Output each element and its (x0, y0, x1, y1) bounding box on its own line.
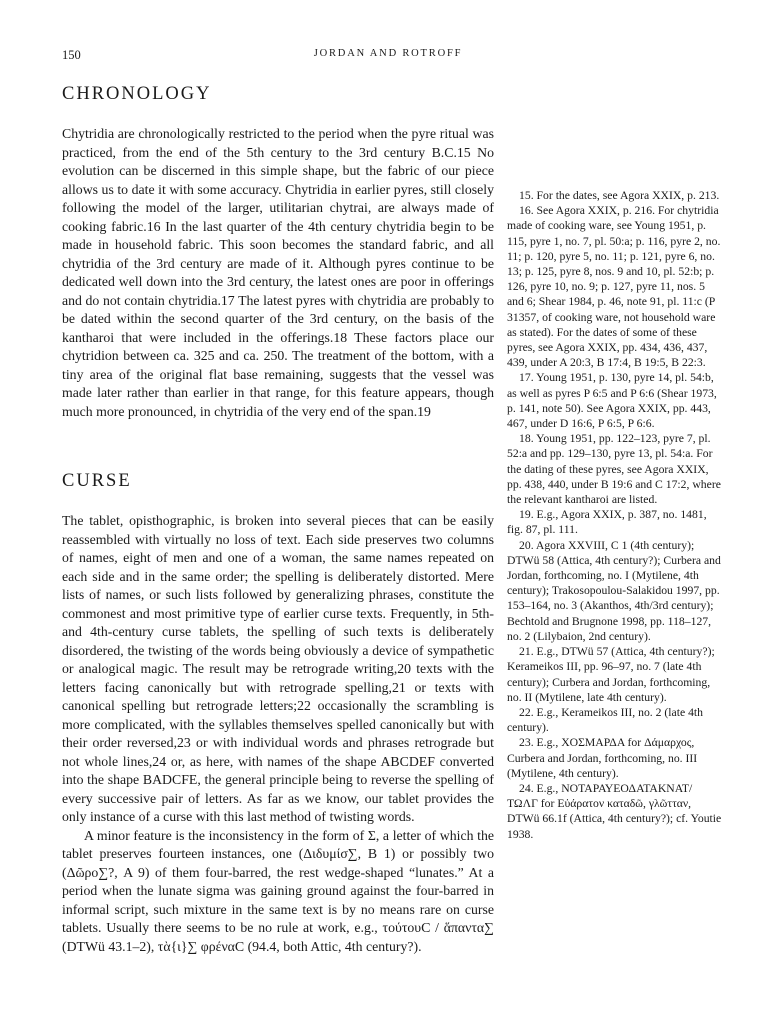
footnote-24: 24. E.g., ΝΟΤΑΡΑΥΕΟΔΑΤΑΚΝΑΤ/ΤΩΛΓ for Εὐάρατον καταδῶ, γλῶτταν, DTWü 66.1f (Attica, 4th century?); cf. Youtie 1938. (507, 781, 722, 841)
chronology-paragraph: Chytridia are chronologically restricted to the period when the pyre ritual was practiced, from the end of the 5th century to the 3rd century B.C.15 No evolution can be discerned in this simple shape, but the fabric of our piece allows us to date it with some accuracy. Chytridia in earlier pyres, still closely following the model of the larger, utilitarian chytrai, are always made of cooking fabric.16 In the last quarter of the 4th century chytridia begin to be made in household fabric. This soon becomes the standard fabric, and all chytridia of the 3rd century are made of it. Although pyres continue to be dedicated well down into the 3rd century, the latest ones are poor in offerings and do not contain chytridia.17 The latest pyres with chytridia are probably to be dated within the second quarter of the 3rd century, on the basis of the kantharoi that were included in the offerings.18 These factors place our chytridion between ca. 325 and ca. 250. The treatment of the bottom, with a tiny area of the original flat base remaining, suggests that the vessel was made later rather than earlier in that range, for this feature appears, though much more pronounced, in chytridia of the very end of the span.19 (62, 126, 494, 419)
footnote-19: 19. E.g., Agora XXIX, p. 387, no. 1481, fig. 87, pl. 111. (507, 508, 707, 537)
footnote-16: 16. See Agora XXIX, p. 216. For chytridia made of cooking ware, see Young 1951, p. 115, pyre 1, no. 7, pl. 50:a; p. 116, pyre 2, no. 11; p. 120, pyre 5, no. 11; p. 121, pyre 6, no. 13; p. 125, pyre 8, nos. 9 and 10, pl. 52:b; p. 126, pyre 10, no. 9; p. 127, pyre 11, nos. 5 and 6; Shear 1984, p. 46, note 91, pl. 11:c (P 31357, of cooking ware, not household ware as stated). For the dates of some of these pyres, see Agora XXIX, pp. 434, 436, 437, 439, under A 20:3, B 17:4, B 19:5, B 22:3. (507, 204, 721, 370)
page-number: 150 (62, 48, 81, 62)
footnote-22: 22. E.g., Kerameikos III, no. 2 (late 4th century). (507, 705, 704, 735)
running-header (62, 48, 714, 64)
footnote-17: 17. Young 1951, p. 130, pyre 14, pl. 54:b, as well as pyres P 6:5 and P 6:6 (Shear 1973, p. 141, note 50). See Agora XXIX, pp. 443, 467, under D 16:6, P 6:5, P 6:6. (507, 371, 717, 431)
footnote-20: 20. Agora XXVIII, C 1 (4th century); DTWü 58 (Attica, 4th century?); Curbera and Jordan, forthcoming, no. I (Mytilene, 4th century); Trakosopoulou-Salakidou 1997, pp. 153–164, no. 3 (Akanthos, 4th/3rd century); Bechtold and Brugnone 1998, pp. 118–127, no. 2 (Lilybaion, 2nd century). (507, 538, 721, 643)
footnote-18: 18. Young 1951, pp. 122–123, pyre 7, pl. 52:a and pp. 129–130, pyre 13, pl. 54:a. For the dating of these pyres, see Agora XXIX, pp. 438, 440, under B 19:6 and C 17:2, where the relevant kantharoi are listed. (507, 432, 721, 507)
footnotes-column (507, 188, 722, 842)
curse-paragraph-2: A minor feature is the inconsistency in the form of Σ, a letter of which the tablet preserves fourteen instances, one (Διδυμίσ∑, B 1) or possibly two (Δῶρο∑?, A 9) of them four-barred, the rest wedge-shaped “lunates.” At a period when the lunate sigma was gaining ground against the four-barred in informal script, such mixture in the same text is by no means rare on curse tablets. Usually there seems to be no rule at work, e.g., τούτουϹ / ἅπαντα∑ (DTWü 43.1–2), τὰ{ι}∑ φρέναϹ (94.4, both Attic, 4th century?). (62, 827, 494, 954)
curse-paragraph-1: The tablet, opisthographic, is broken into several pieces that can be easily reassembled with virtually no loss of text. Each side preserves two columns of names, eight of men and one of a woman, the same names repeated on each side and in the same order; the spelling is deliberately distorted. Mere lists of names, or such lists followed by generalizing phrases, constitute the commonest and most primitive type of earlier curse texts. Frequently, in 5th- and 4th-century curse tablets, the spelling of such texts is deliberately disordered, the twisting of the words being obviously a device of sympathetic or analogical magic. The result may be retrograde writing,20 texts with the letters facing canonically but with retrograde spelling,21 or texts with canonical spelling but retrograde letters;22 occasionally the scrambling is more complicated, with the syllables themselves spelled canonically but with their order reversed,23 or with individual words and phrases retrograde but not whole lines,24 or, as here, with names of the shape ABCDEF converted into the shape BADCFE, the general principle being to reverse the spelling of every successive pair of letters. As far as we know, our tablet provides the only instance of a curse with this last method of twisting words. (62, 513, 494, 824)
footnote-15: 15. For the dates, see Agora XXIX, p. 213. (519, 189, 720, 202)
footnote-21: 21. E.g., DTWü 57 (Attica, 4th century?); Kerameikos III, pp. 96–97, no. 7 (late 4th century); Curbera and Jordan, forthcoming, no. II (Mytilene, late 4th century). (507, 645, 715, 704)
footnote-23: 23. E.g., ΧΟΣΜΑΡΔΑ for Δάμαρχος, Curbera and Jordan, forthcoming, no. III (Mytilene, 4th century). (507, 736, 698, 780)
section-heading-chronology: CHRONOLOGY (62, 84, 212, 104)
running-head: JORDAN AND ROTROFF (313, 48, 463, 59)
main-column (62, 78, 494, 956)
section-heading-curse: CURSE (62, 471, 132, 491)
